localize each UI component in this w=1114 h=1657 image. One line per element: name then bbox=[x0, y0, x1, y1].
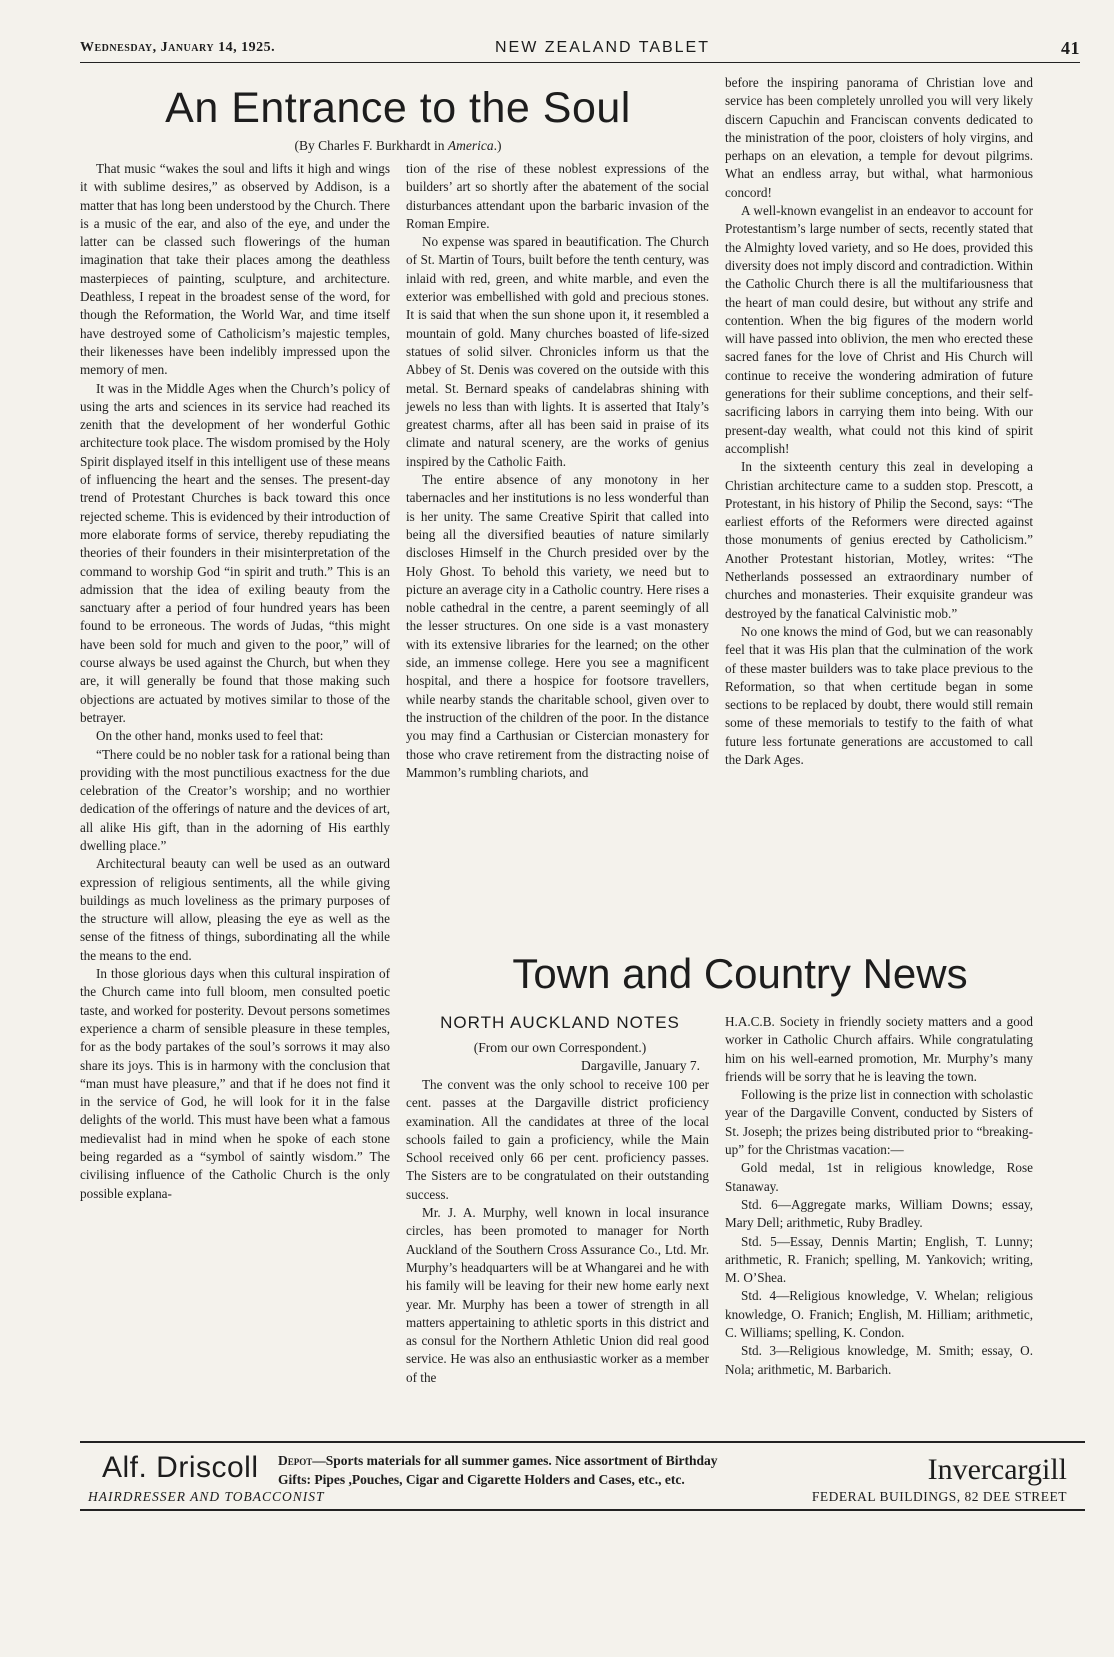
quotation: “There could be no nobler task for a rational being than providing with the most punctilious exactness for the due celebration of the Creator’s worship; and no worthier dedication of the offerings of nature and the devices of art, all alike His gift, than in the adorning of His earthly dwelling place.” bbox=[80, 746, 390, 853]
advertiser-city: Invercargill bbox=[927, 1453, 1067, 1486]
paragraph: On the other hand, monks used to feel that: bbox=[96, 728, 324, 744]
advertiser-address: FEDERAL BUILDINGS, 82 DEE STREET bbox=[811, 1489, 1067, 1504]
page-number: 41 bbox=[1061, 38, 1080, 58]
article-column-1 bbox=[80, 160, 390, 1203]
depot-text: —Sports materials for all summer games. Nice assortment of Birthday bbox=[312, 1453, 718, 1468]
paragraph: Mr. J. A. Murphy, well known in local insurance circles, has been promoted to manager for North Auckland of the Southern Cross Assurance Co., Ltd. Mr. Murphy’s headquarters will be at Whangarei and he with his family will be leaving for their new home early next year. Mr. Murphy has been a tower of strength in all matters appertaining to athletic sports in this district and as consul for the Northern Athletic Union did real good service. He was also an enthusiastic worker as a member of the bbox=[406, 1205, 709, 1385]
advert-depot-line bbox=[278, 1453, 717, 1469]
prize-entry: Std. 3—Religious knowledge, M. Smith; essay, O. Nola; arithmetic, M. Barbarich. bbox=[725, 1343, 1033, 1377]
issue-date: Wednesday, January 14, 1925. bbox=[80, 40, 276, 55]
paragraph: In those glorious days when this cultural inspiration of the Church came into full bloom, men consulted poetic taste, and worked for posterity. Devout persons sometimes experience a charm of sensible pleasure in these temples, for as the body partakes of the soul’s sorrows it may also share its joys. This is in harmony with the conclusion that “man must have pleasure,” and that if he does not find it in the service of God, he will look for it in the false delights of the world. This must have been what a famous medievalist had in mind when he spoke of each stone being regarded as a “symbol of saintly wisdom.” The civilising influence of the Catholic Church is the only possible explana- bbox=[80, 966, 390, 1201]
dateline: Dargaville, January 7. bbox=[581, 1058, 700, 1073]
paragraph: In the sixteenth century this zeal in developing a Christian architecture came to a sudden stop. Prescott, a Protestant, in his history of Philip the Second, says: “The earliest efforts of the Reformers were directed against those monuments of genius erected by Catholicism.” Another Protestant historian, Motley, writes: “The Netherlands possessed an extraordinary number of churches and monasteries. Their exquisite grandeur was destroyed by the fanatical Calvinistic mob.” bbox=[725, 459, 1033, 621]
advert-gifts-line: Gifts: Pipes ,Pouches, Cigar and Cigarette Holders and Cases, etc., etc. bbox=[278, 1472, 685, 1487]
section-subhead: NORTH AUCKLAND NOTES bbox=[440, 1013, 680, 1032]
paragraph: No one knows the mind of God, but we can reasonably feel that it was His plan that the culmination of the work of these master builders was to take place previous to the Reformation, so that when certitude began in some sections to be replaced by doubt, there would still remain some of these memorials to testify to the faith of what future less fortunate generations are accustomed to call the Dark Ages. bbox=[725, 623, 1033, 767]
correspondent-note: (From our own Correspondent.) bbox=[473, 1040, 647, 1055]
article-title: An Entrance to the Soul bbox=[165, 84, 631, 132]
paragraph: Following is the prize list in connection with scholastic year of the Dargaville Convent, conducted by Sisters of St. Joseph; the prizes being distributed prior to “breaking-up” for the Christmas vacation:— bbox=[725, 1087, 1033, 1158]
section-title: Town and Country News bbox=[512, 950, 968, 997]
paragraph: before the inspiring panorama of Christian love and service has been completely unrolled you will very likely discern Capuchin and Franciscan convents dedicated to the ministration of the poor, cloisters of holy virgins, and perhaps on an elevation, a temple for devout pilgrims. What an endless array, but withal, what harmonious concord! bbox=[725, 75, 1033, 200]
byline-publication: America bbox=[447, 138, 494, 153]
prize-entry: Std. 4—Religious knowledge, V. Whelan; religious knowledge, O. Franich; English, M. Hilliam; arithmetic, C. Williams; spelling, K. Condon. bbox=[725, 1288, 1033, 1341]
prize-entry: Std. 6—Aggregate marks, William Downs; essay, Mary Dell; arithmetic, Ruby Bradley. bbox=[725, 1196, 1033, 1231]
article-byline bbox=[80, 138, 716, 154]
paragraph: H.A.C.B. Society in friendly society matters and a good worker in Catholic Church affairs. While congratulating him on his well-earned promotion, Mr. Murphy’s many friends will be sorry that he is leaving the town. bbox=[725, 1014, 1033, 1084]
page-header bbox=[80, 36, 1080, 63]
advertiser-trade: HAIRDRESSER AND TOBACCONIST bbox=[88, 1489, 325, 1504]
byline-suffix: .) bbox=[493, 138, 502, 153]
paragraph: A well-known evangelist in an endeavor to account for Protestantism’s large number of sects, recently stated that the Almighty loved variety, and so He does, provided this diversity does not imply discord and contradiction. Within the Catholic Church there is all the multifariousness that the heart of man could desire, but without any strife and contention. When the big figures of the modern world will have passed into oblivion, the men who erected these sacred fanes for the love of Christ and His Church will continue to receive the wondering admiration of future generations for their sublime conceptions, and their self-sacrificing labors in carrying them into being. With our present-day wealth, what could not this kind of spirit accomplish! bbox=[725, 203, 1033, 456]
paragraph: Architectural beauty can well be used as an outward expression of religious sentiments, all the while giving buildings as much loveliness as the primary purposes of the structure will allow, pleasing the eye as well as the sense of the fitness of things, subordinating all the while the means to the end. bbox=[80, 856, 390, 963]
paragraph: No expense was spared in beautification. The Church of St. Martin of Tours, built before the tenth century, was inlaid with red, green, and white marble, and even the exterior was embellished with gold and precious stones. It is said that when the sun shone upon it, it resembled a mountain of gold. Many churches boasted of life-sized statues of solid silver. Chronicles inform us that the Abbey of St. Denis was covered on the outside with this metal. St. Bernard speaks of candelabras shining with jewels no less than with lights. It is asserted that Italy’s greatest charms, after all has been said in praise of its climate and natural scenery, are the works of genius inspired by the Catholic Faith. bbox=[406, 234, 709, 469]
article-column-3 bbox=[725, 74, 1033, 769]
paragraph: The convent was the only school to receive 100 per cent. passes at the Dargaville district proficiency examination. All the candidates at three of the local schools failed to gain a proficiency, while the Main School received only 66 per cent. proficiency passes. The Sisters are to be congratulated on their outstanding success. bbox=[406, 1077, 709, 1202]
prize-entry: Std. 5—Essay, Dennis Martin; English, T. Lunny; arithmetic, R. Franich; spelling, M. Yankovich; writing, M. O’Shea. bbox=[725, 1233, 1033, 1286]
depot-label: Depot bbox=[278, 1453, 313, 1468]
paragraph: It was in the Middle Ages when the Church’s policy of using the arts and sciences in its service had reached its zenith that the development of her wonderful Gothic architecture took place. The wisdom promised by the Holy Spirit displayed itself in this intelligent use of these means of influencing the heart and the senses. The present-day trend of Protestant Churches is back toward this once rejected scheme. This is evidenced by their introduction of more elaborate forms of service, thereby repudiating the theories of their founders in their misinterpretation of the command to worship God “in spirit and truth.” This is an admission that the idea of exiling beauty from the sanctuary after a period of four hundred years has been found to be erroneous. The words of Judas, “this might have been sold for much and given to the poor,” will of course always be used against the Church, but when they are, it will generally be found that those making such objections are actuated by motives similar to those of the betrayer. bbox=[80, 380, 390, 725]
article-column-2 bbox=[406, 160, 709, 782]
advertiser-name: Alf. Driscoll bbox=[102, 1451, 259, 1484]
news-column-1 bbox=[406, 1076, 709, 1387]
advertisement bbox=[80, 1441, 1085, 1511]
paragraph: tion of the rise of these noblest expressions of the builders’ art so shortly after the abatement of the social disturbances attendant upon the barbaric invasion of the Roman Empire. bbox=[406, 161, 709, 231]
paragraph: That music “wakes the soul and lifts it high and wings it with sublime desires,” as observed by Addison, is a matter that has long been understood by the Church. There is a music of the ear, and also of the eye, and under the latter can be classed such flowerings of the human imagination that take their places among the deathless masterpieces of painting, sculpture, and architecture. Deathless, I repeat in the broadest sense of the word, for though the Reformation, the World War, and time itself have destroyed some of Catholicism’s majestic temples, their likenesses have been indelibly impressed upon the memory of men. bbox=[80, 161, 390, 378]
news-column-2 bbox=[725, 1013, 1033, 1379]
paragraph: The entire absence of any monotony in her tabernacles and her institutions is no less wonderful than is her unity. The same Creative Spirit that called into being all the diversified beauties of nature similarly discloses Himself in the Church presided over by the Holy Ghost. To behold this variety, we need but to picture an average city in a Catholic country. Here rises a noble cathedral in the centre, a parent seemingly of all the lesser structures. On one side is a vast monastery with its extensive libraries for the learned; on the other side, an immense college. Here you see a magnificent hospital, and there a hospice for footsore travellers, while nearby stands the charitable school, given over to the instruction of the children of the poor. In the distance you may find a Carthusian or Cistercian monastery for those who crave retirement from the distracting noise of Mammon’s rumbling chariots, and bbox=[406, 472, 709, 780]
publication-name: NEW ZEALAND TABLET bbox=[495, 39, 710, 56]
prize-entry: Gold medal, 1st in religious knowledge, Rose Stanaway. bbox=[725, 1160, 1033, 1194]
byline-prefix: (By Charles F. Burkhardt in bbox=[294, 138, 448, 153]
